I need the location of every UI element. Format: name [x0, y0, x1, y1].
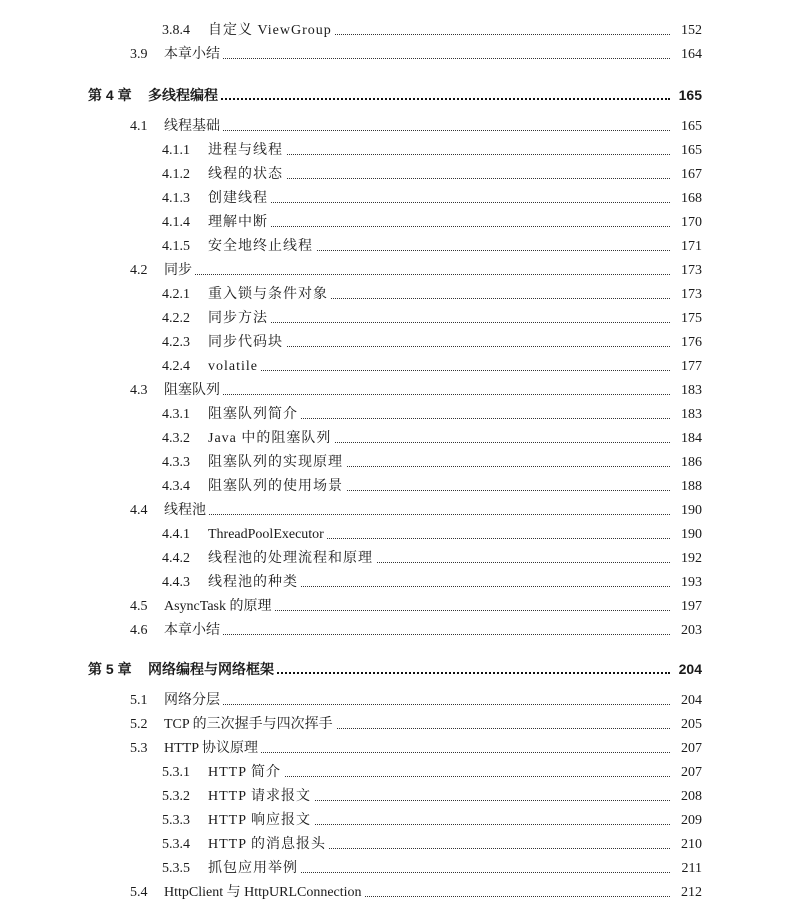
- toc-entry-5-4[interactable]: [0, 882, 800, 904]
- dot-leader: [166, 130, 670, 131]
- toc-entry-5-3-2[interactable]: [0, 786, 800, 808]
- toc-entry-title: Java 中的阻塞队列: [208, 428, 334, 450]
- toc-entry-number: 5.3.3: [162, 813, 190, 828]
- toc-entry-title: 线程基础: [164, 116, 223, 138]
- toc-entry-4-2-1[interactable]: [0, 284, 800, 306]
- toc-chapter-page: 165: [676, 84, 702, 106]
- toc-entry-number: 5.4: [130, 885, 148, 900]
- toc-entry-title: 重入锁与条件对象: [208, 284, 331, 306]
- toc-entry-number: 4.3: [130, 383, 148, 398]
- toc-entry-number: 4.1.4: [162, 215, 190, 230]
- toc-entry-title: 理解中断: [208, 212, 271, 234]
- toc-chapter-title: 网络编程与网络框架: [148, 658, 277, 680]
- toc-entry-title: 本章小结: [164, 620, 223, 642]
- toc-entry-4-2[interactable]: [0, 260, 800, 282]
- toc-chapter-page: 204: [676, 658, 702, 680]
- toc-entry-4-1-5[interactable]: [0, 236, 800, 258]
- toc-entry-title: 同步代码块: [208, 332, 286, 354]
- toc-entry-number: 5.1: [130, 693, 148, 708]
- toc-entry-4-2-3[interactable]: [0, 332, 800, 354]
- toc-entry-page: 167: [678, 164, 702, 186]
- toc-entry-5-3-4[interactable]: [0, 834, 800, 856]
- toc-entry-4-2-4[interactable]: [0, 356, 800, 378]
- toc-entry-page: 188: [678, 476, 702, 498]
- toc-entry-page: 164: [678, 44, 702, 66]
- toc-entry-page: 184: [678, 428, 702, 450]
- dot-leader: [210, 226, 670, 227]
- toc-entry-title: HttpClient 与 HttpURLConnection: [164, 882, 365, 904]
- toc-entry-4-5[interactable]: [0, 596, 800, 618]
- toc-entry-title: 线程池的处理流程和原理: [208, 548, 376, 570]
- toc-entry-5-3[interactable]: [0, 738, 800, 760]
- toc-entry-5-3-5[interactable]: [0, 858, 800, 880]
- toc-chapter-number: 第 4 章: [88, 87, 132, 103]
- toc-entry-3-9[interactable]: [0, 44, 800, 66]
- toc-entry-page: 212: [678, 882, 702, 904]
- toc-entry-title: 同步: [164, 260, 195, 282]
- toc-entry-number: 4.2.3: [162, 335, 190, 350]
- toc-entry-number: 4.3.1: [162, 407, 190, 422]
- toc-entry-4-3[interactable]: [0, 380, 800, 402]
- toc-entry-title: 阻塞队列的使用场景: [208, 476, 346, 498]
- toc-entry-page: 190: [678, 524, 702, 546]
- toc-entry-title: 线程池的种类: [208, 572, 301, 594]
- toc-entry-title: 网络分层: [164, 690, 223, 712]
- toc-entry-5-2[interactable]: [0, 714, 800, 736]
- toc-entry-title: HTTP 响应报文: [208, 810, 314, 832]
- toc-entry-title: HTTP 的消息报头: [208, 834, 329, 856]
- toc-entry-4-1-4[interactable]: [0, 212, 800, 234]
- dot-leader: [210, 322, 670, 323]
- toc-chapter-title: 多线程编程: [148, 84, 221, 106]
- toc-entry-title: 线程的状态: [208, 164, 286, 186]
- toc-entry-number: 3.9: [130, 47, 148, 62]
- toc-entry-number: 4.4: [130, 503, 148, 518]
- toc-entry-title: AsyncTask 的原理: [164, 596, 275, 618]
- dot-leader: [210, 370, 670, 371]
- toc-entry-4-4[interactable]: [0, 500, 800, 522]
- toc-entry-page: 165: [678, 116, 702, 138]
- toc-entry-title: 安全地终止线程: [208, 236, 316, 258]
- toc-entry-page: 186: [678, 452, 702, 474]
- toc-entry-number: 4.6: [130, 623, 148, 638]
- toc-entry-title: 抓包应用举例: [208, 858, 301, 880]
- toc-entry-title: 创建线程: [208, 188, 271, 210]
- toc-entry-title: 阻塞队列简介: [208, 404, 301, 426]
- toc-entry-4-2-2[interactable]: [0, 308, 800, 330]
- toc-entry-number: 5.3.5: [162, 861, 190, 876]
- toc-entry-page: 173: [678, 284, 702, 306]
- dot-leader: [150, 98, 670, 100]
- toc-entry-title: HTTP 协议原理: [164, 738, 261, 760]
- toc-entry-page: 171: [678, 236, 702, 258]
- toc-entry-number: 5.3.2: [162, 789, 190, 804]
- toc-entry-4-1-3[interactable]: [0, 188, 800, 210]
- toc-chapter-5[interactable]: [0, 658, 800, 680]
- toc-entry-page: 207: [678, 738, 702, 760]
- toc-entry-title: HTTP 请求报文: [208, 786, 314, 808]
- toc-entry-title: volatile: [208, 356, 261, 378]
- toc-entry-page: 165: [678, 140, 702, 162]
- toc-entry-4-4-2[interactable]: [0, 548, 800, 570]
- dot-leader: [166, 394, 670, 395]
- toc-entry-number: 4.2.1: [162, 287, 190, 302]
- toc-entry-number: 4.2.4: [162, 359, 190, 374]
- toc-entry-number: 4.4.3: [162, 575, 190, 590]
- toc-entry-number: 4.2.2: [162, 311, 190, 326]
- toc-entry-title: 同步方法: [208, 308, 271, 330]
- toc-entry-page: 176: [678, 332, 702, 354]
- toc-entry-4-4-3[interactable]: [0, 572, 800, 594]
- toc-entry-page: 170: [678, 212, 702, 234]
- toc-entry-number: 4.1.3: [162, 191, 190, 206]
- toc-entry-page: 207: [678, 762, 702, 784]
- toc-entry-number: 3.8.4: [162, 23, 190, 38]
- toc-entry-3-8-4[interactable]: [0, 20, 800, 42]
- toc-entry-title: 本章小结: [164, 44, 223, 66]
- toc-entry-number: 4.1.1: [162, 143, 190, 158]
- toc-entry-4-3-4[interactable]: [0, 476, 800, 498]
- toc-entry-4-4-1[interactable]: [0, 524, 800, 546]
- toc-entry-page: 197: [678, 596, 702, 618]
- dot-leader: [166, 704, 670, 705]
- toc-entry-number: 4.4.2: [162, 551, 190, 566]
- toc-entry-number: 5.2: [130, 717, 148, 732]
- toc-entry-title: HTTP 简介: [208, 762, 284, 784]
- toc-entry-4-1-1[interactable]: [0, 140, 800, 162]
- toc-entry-page: 177: [678, 356, 702, 378]
- dot-leader: [166, 514, 670, 515]
- toc-entry-4-3-1[interactable]: [0, 404, 800, 426]
- toc-entry-page: 209: [678, 810, 702, 832]
- toc-entry-number: 4.4.1: [162, 527, 190, 542]
- toc-entry-page: 175: [678, 308, 702, 330]
- toc-entry-page: 152: [678, 20, 702, 42]
- toc-entry-page: 211: [679, 858, 702, 880]
- toc-chapter-4[interactable]: [0, 84, 800, 106]
- toc-entry-page: 190: [678, 500, 702, 522]
- toc-entry-number: 4.5: [130, 599, 148, 614]
- toc-entry-title: 阻塞队列的实现原理: [208, 452, 346, 474]
- toc-entry-page: 192: [678, 548, 702, 570]
- toc-entry-page: 193: [678, 572, 702, 594]
- toc-entry-title: 阻塞队列: [164, 380, 223, 402]
- toc-entry-5-1[interactable]: [0, 690, 800, 712]
- dot-leader: [210, 202, 670, 203]
- dot-leader: [166, 58, 670, 59]
- toc-entry-4-6[interactable]: [0, 620, 800, 642]
- toc-entry-number: 4.3.4: [162, 479, 190, 494]
- toc-entry-page: 183: [678, 404, 702, 426]
- toc-entry-title: 自定义 ViewGroup: [208, 20, 335, 42]
- toc-entry-number: 4.1: [130, 119, 148, 134]
- toc-entry-number: 5.3.1: [162, 765, 190, 780]
- toc-entry-title: ThreadPoolExecutor: [208, 524, 327, 546]
- toc-entry-title: 进程与线程: [208, 140, 286, 162]
- toc-entry-number: 4.2: [130, 263, 148, 278]
- toc-entry-page: 210: [678, 834, 702, 856]
- toc-entry-page: 203: [678, 620, 702, 642]
- dot-leader: [166, 274, 670, 275]
- toc-entry-4-1-2[interactable]: [0, 164, 800, 186]
- toc-entry-number: 5.3.4: [162, 837, 190, 852]
- toc-chapter-number: 第 5 章: [88, 661, 132, 677]
- toc-entry-title: TCP 的三次握手与四次挥手: [164, 714, 336, 736]
- toc-entry-number: 4.1.2: [162, 167, 190, 182]
- toc-entry-4-3-2[interactable]: [0, 428, 800, 450]
- toc-entry-page: 183: [678, 380, 702, 402]
- toc-entry-5-3-1[interactable]: [0, 762, 800, 784]
- toc-entry-title: 线程池: [164, 500, 209, 522]
- toc-entry-number: 4.3.3: [162, 455, 190, 470]
- toc-entry-4-3-3[interactable]: [0, 452, 800, 474]
- toc-entry-4-1[interactable]: [0, 116, 800, 138]
- toc-entry-number: 5.3: [130, 741, 148, 756]
- toc-entry-page: 208: [678, 786, 702, 808]
- toc-entry-page: 173: [678, 260, 702, 282]
- toc-entry-page: 168: [678, 188, 702, 210]
- dot-leader: [166, 634, 670, 635]
- toc-entry-number: 4.1.5: [162, 239, 190, 254]
- toc-entry-page: 204: [678, 690, 702, 712]
- toc-entry-page: 205: [678, 714, 702, 736]
- toc-entry-5-3-3[interactable]: [0, 810, 800, 832]
- toc-entry-number: 4.3.2: [162, 431, 190, 446]
